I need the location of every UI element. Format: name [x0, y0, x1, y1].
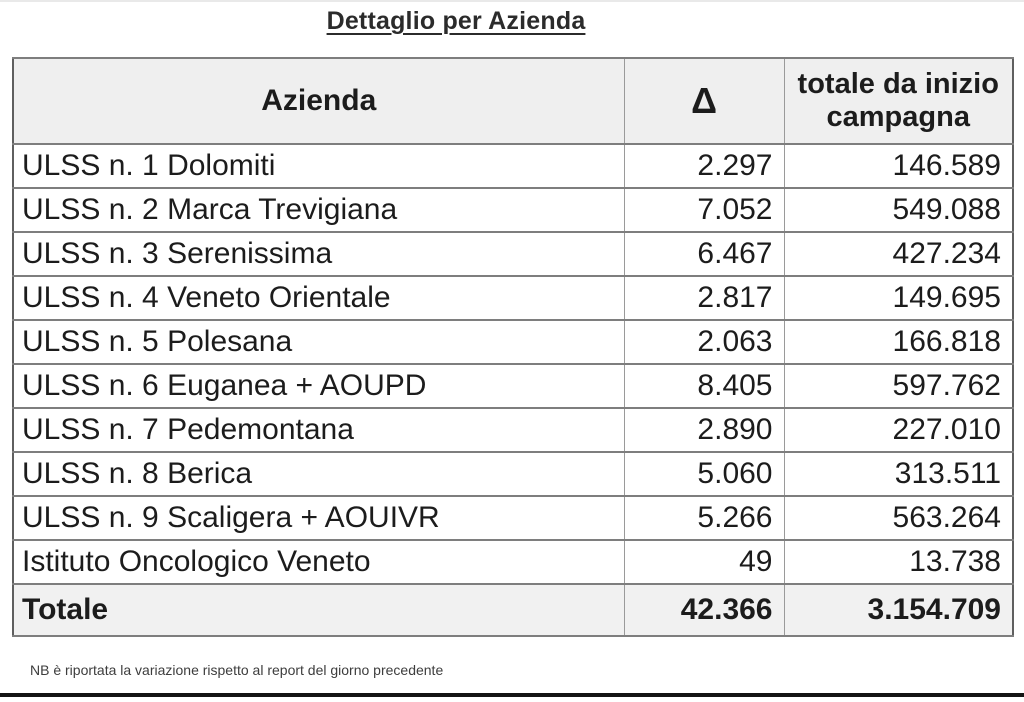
cell-delta: 8.405	[624, 364, 784, 408]
cell-delta: 7.052	[624, 188, 784, 232]
cell-azienda: ULSS n. 8 Berica	[13, 452, 624, 496]
cell-totale-totale: 3.154.709	[784, 584, 1013, 636]
cell-azienda: ULSS n. 2 Marca Trevigiana	[13, 188, 624, 232]
cell-totale: 227.010	[784, 408, 1013, 452]
col-header-delta: Δ	[624, 58, 784, 144]
cell-delta: 2.297	[624, 144, 784, 188]
footnote: NB è riportata la variazione rispetto al report del giorno precedente	[30, 662, 444, 678]
cell-delta: 6.467	[624, 232, 784, 276]
cell-delta: 2.063	[624, 320, 784, 364]
cell-delta: 5.060	[624, 452, 784, 496]
table-row	[13, 232, 1013, 276]
cell-totale-delta: 42.366	[624, 584, 784, 636]
table-row	[13, 496, 1013, 540]
table-header-row	[13, 58, 1013, 144]
cell-azienda: ULSS n. 5 Polesana	[13, 320, 624, 364]
table-row	[13, 188, 1013, 232]
bottom-border-bar	[0, 693, 1024, 697]
cell-totale: 149.695	[784, 276, 1013, 320]
cell-delta: 2.890	[624, 408, 784, 452]
table-row-totale	[13, 584, 1013, 636]
azienda-table	[12, 57, 1014, 637]
page-title: Dettaglio per Azienda	[326, 7, 586, 35]
cell-delta: 49	[624, 540, 784, 584]
top-edge-divider	[0, 0, 1024, 2]
cell-azienda: ULSS n. 4 Veneto Orientale	[13, 276, 624, 320]
cell-totale: 146.589	[784, 144, 1013, 188]
cell-totale: 313.511	[784, 452, 1013, 496]
table-row	[13, 276, 1013, 320]
table-row	[13, 320, 1013, 364]
cell-azienda: Istituto Oncologico Veneto	[13, 540, 624, 584]
cell-totale: 549.088	[784, 188, 1013, 232]
cell-azienda: ULSS n. 7 Pedemontana	[13, 408, 624, 452]
cell-totale: 166.818	[784, 320, 1013, 364]
cell-delta: 2.817	[624, 276, 784, 320]
cell-totale: 597.762	[784, 364, 1013, 408]
table-row	[13, 144, 1013, 188]
cell-delta: 5.266	[624, 496, 784, 540]
cell-totale-label: Totale	[13, 584, 624, 636]
cell-totale: 13.738	[784, 540, 1013, 584]
cell-azienda: ULSS n. 3 Serenissima	[13, 232, 624, 276]
col-header-azienda: Azienda	[13, 58, 624, 144]
table-row	[13, 452, 1013, 496]
cell-azienda: ULSS n. 9 Scaligera + AOUIVR	[13, 496, 624, 540]
cell-totale: 427.234	[784, 232, 1013, 276]
table-row	[13, 408, 1013, 452]
cell-azienda: ULSS n. 6 Euganea + AOUPD	[13, 364, 624, 408]
col-header-totale: totale da inizio campagna	[784, 58, 1013, 144]
table-row	[13, 364, 1013, 408]
cell-totale: 563.264	[784, 496, 1013, 540]
cell-azienda: ULSS n. 1 Dolomiti	[13, 144, 624, 188]
table-row	[13, 540, 1013, 584]
